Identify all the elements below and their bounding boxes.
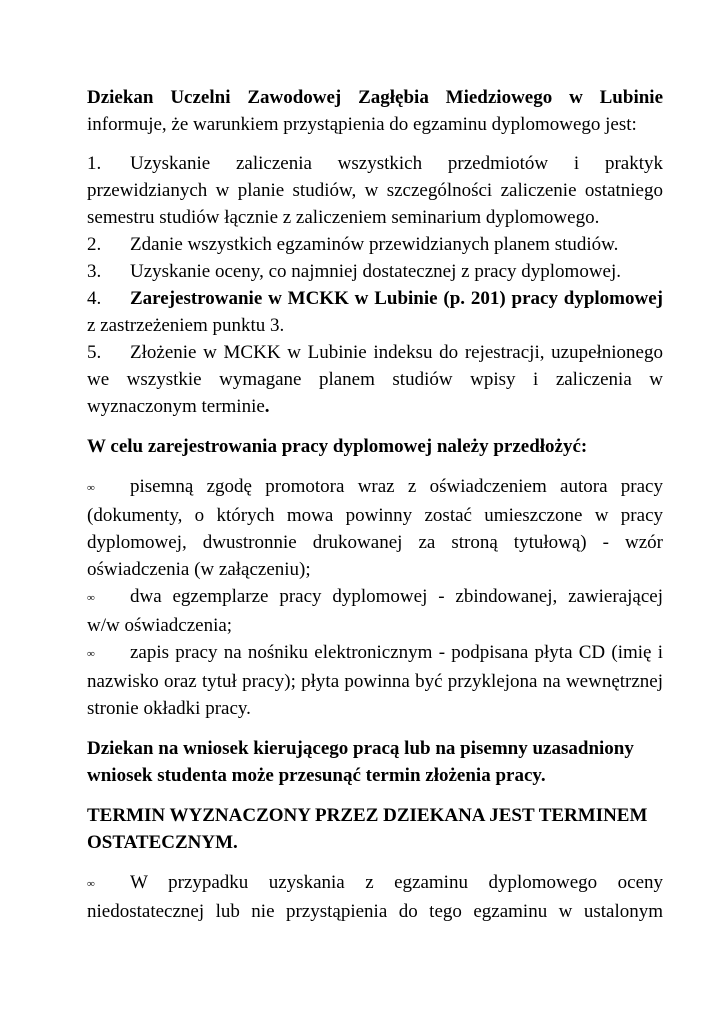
registration-item-2 [87,583,663,639]
infinity-bullet-icon: ∞ [87,648,95,660]
condition-item-2 [87,231,663,258]
infinity-bullet-icon: ∞ [87,482,95,494]
infinity-bullet-icon: ∞ [87,878,95,890]
condition-number: 3. [87,261,102,282]
final-item [87,869,663,925]
condition-number: 5. [87,342,102,363]
infinity-bullet-icon: ∞ [87,592,95,604]
condition-item-4 [87,285,663,339]
condition-number: 2. [87,234,102,255]
final-item-text: W przypadku uzyskania z egzaminu dyplomowego oceny niedostatecznej lub nie przystąpienia do tego egzaminu w ustalonym [87,872,663,922]
condition-item-3 [87,258,663,285]
registration-item-3 [87,639,663,722]
condition-number: 1. [87,153,102,174]
deadline-note: TERMIN WYZNACZONY PRZEZ DZIEKANA JEST TERMINEM OSTATECZNYM. [87,805,648,853]
conditions-list [87,150,663,420]
registration-item-text: dwa egzemplarze pracy dyplomowej - zbindowanej, zawierającej w/w oświadczenia; [87,586,663,636]
condition-text: Zdanie wszystkich egzaminów przewidzianych planem studiów. [130,234,619,255]
registration-heading: W celu zarejestrowania pracy dyplomowej należy przedłożyć: [87,436,588,457]
intro-line-2: informuje, że warunkiem przystąpienia do egzaminu dyplomowego jest: [87,114,637,135]
registration-list [87,473,663,722]
condition-text: Uzyskanie oceny, co najmniej dostatecznej z pracy dyplomowej. [130,261,622,282]
intro-line-1: Dziekan Uczelni Zawodowej Zagłębia Miedziowego w Lubinie [87,87,663,108]
condition-bold-text: Zarejestrowanie w MCKK w Lubinie (p. 201) pracy dyplomowej [130,288,663,309]
extension-note: Dziekan na wniosek kierującego pracą lub na pisemny uzasadniony wniosek studenta może przesunąć termin złożenia pracy. [87,738,634,786]
document-page [87,84,663,925]
condition-item-5 [87,339,663,420]
condition-text: Złożenie w MCKK w Lubinie indeksu do rejestracji, uzupełnionego we wszystkie wymagane planem studiów wpisy i zaliczenia w wyznaczonym terminie [87,342,663,417]
condition-number: 4. [87,288,102,309]
registration-item-text: pisemną zgodę promotora wraz z oświadczeniem autora pracy (dokumenty, o których mowa powinny zostać umieszczone w pracy dyplomowej, dwustronnie drukowanej za stroną tytułową) - wzór oświadczenia (w załączeniu); [87,476,663,580]
condition-text: z zastrzeżeniem punktu 3. [87,315,285,336]
condition-text: Uzyskanie zaliczenia wszystkich przedmiotów i praktyk przewidzianych w planie studiów, w szczególności zaliczenie ostatniego semestru studiów łącznie z zaliczeniem seminarium dyplomowego. [87,153,663,228]
registration-item-1 [87,473,663,583]
registration-item-text: zapis pracy na nośniku elektronicznym - podpisana płyta CD (imię i nazwisko oraz tytuł pracy); płyta powinna być przyklejona na wewnętrznej stronie okładki pracy. [87,642,663,719]
condition-bold-end: . [264,396,270,417]
condition-item-1 [87,150,663,231]
